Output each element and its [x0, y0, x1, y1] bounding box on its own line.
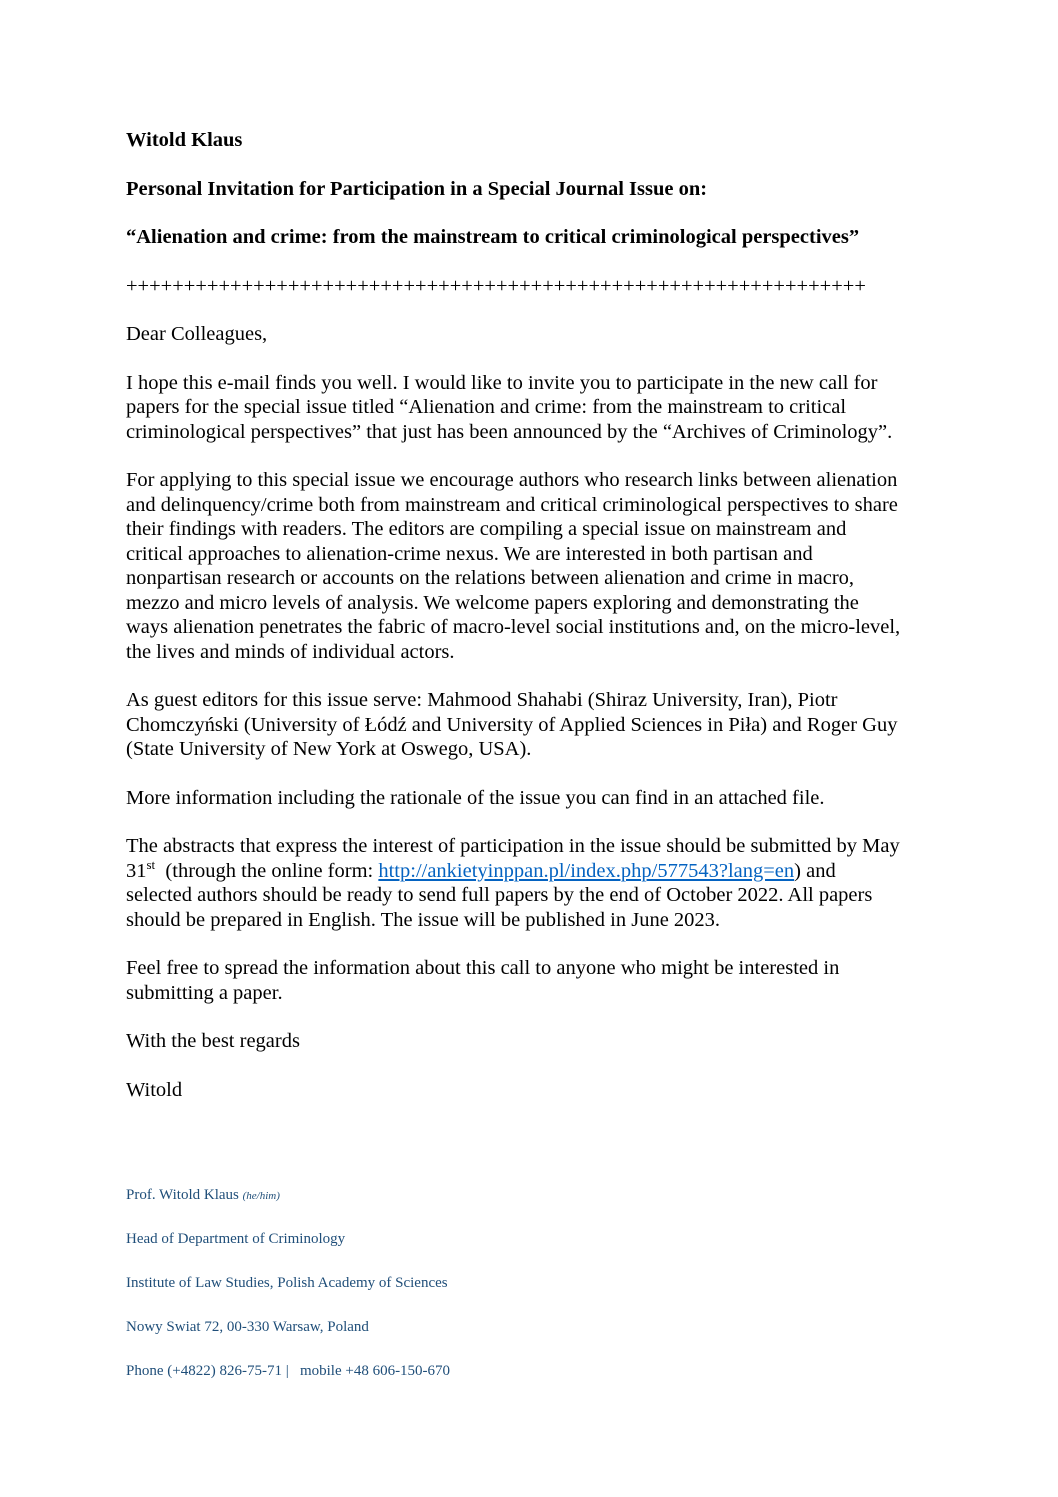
paragraph-line: nonpartisan research or accounts on the relations between alienation and crime in macro,: [126, 567, 855, 589]
invitation-title: Personal Invitation for Participation in a Special Journal Issue on:: [126, 177, 708, 200]
paragraph-line: their findings with readers. The editors are compiling a special issue on mainstream and: [126, 518, 847, 540]
paragraph-line: papers for the special issue titled “Alienation and crime: from the mainstream to critical: [126, 396, 847, 418]
author-name: Witold Klaus: [126, 129, 243, 151]
signature-name: [126, 1186, 280, 1205]
paragraph-line: (State University of New York at Oswego, USA).: [126, 738, 532, 760]
signature-institute: Institute of Law Studies, Polish Academy of Sciences: [126, 1275, 448, 1291]
paragraph-line: the lives and minds of individual actors.: [126, 640, 455, 663]
signature-pronouns: (he/him): [242, 1190, 280, 1202]
letter-body: [126, 128, 936, 1102]
paragraph-line: mezzo and micro levels of analysis. We welcome papers exploring and demonstrating the: [126, 591, 859, 614]
form-outro-text: ) and: [794, 859, 836, 882]
signoff: Witold: [126, 1078, 183, 1101]
signature-name-text: Prof. Witold Klaus: [126, 1187, 243, 1203]
paragraph-abstracts: [126, 834, 936, 932]
signature-address: Nowy Swiat 72, 00-330 Warsaw, Poland: [126, 1319, 369, 1335]
date-suffix: st: [146, 856, 156, 872]
greeting: Dear Colleagues,: [126, 323, 268, 345]
paragraph-line: should be prepared in English. The issue will be published in June 2023.: [126, 908, 721, 931]
paragraph-line: and delinquency/crime both from mainstream and critical criminological perspectives to share: [126, 493, 898, 516]
paragraph-line: submitting a paper.: [126, 981, 283, 1004]
paragraph-spread: [126, 956, 936, 1005]
paragraph-line: Chomczyński (University of Łódź and University of Applied Sciences in Piła) and Roger Guy: [126, 713, 898, 736]
online-form-link[interactable]: http://ankietyinppan.pl/index.php/577543?lang=en: [378, 859, 795, 882]
paragraph-line: critical approaches to alienation-crime nexus. We are interested in both partisan and: [126, 542, 813, 565]
paragraph-editors: [126, 688, 936, 762]
form-intro-text: (through the online form:: [155, 859, 379, 882]
signature-phone: Phone (+4822) 826-75-71 | mobile +48 606-150-670: [126, 1363, 451, 1379]
paragraph-line: I hope this e-mail finds you well. I would like to invite you to participate in the new call for: [126, 371, 878, 394]
paragraph-line: ways alienation penetrates the fabric of macro-level social institutions and, on the micro-level,: [126, 616, 901, 638]
issue-title: “Alienation and crime: from the mainstream to critical criminological perspectives”: [126, 226, 860, 248]
paragraph-line: The abstracts that express the interest of participation in the issue should be submitted by May: [126, 835, 900, 857]
closing: With the best regards: [126, 1030, 300, 1052]
separator-line: ++++++++++++++++++++++++++++++++++++++++++++++++++++++++++++++++: [126, 274, 866, 297]
paragraph-line: For applying to this special issue we encourage authors who research links between alienation: [126, 469, 898, 491]
paragraph-line: [126, 856, 936, 884]
date-number: 31: [126, 859, 147, 882]
paragraph-more-info: More information including the rationale of the issue you can find in an attached file.: [126, 786, 825, 809]
paragraph-line: As guest editors for this issue serve: Mahmood Shahabi (Shiraz University, Iran), Piotr: [126, 689, 838, 711]
paragraph-line: criminological perspectives” that just has been announced by the “Archives of Criminology”.: [126, 420, 893, 443]
paragraph-line: selected authors should be ready to send full papers by the end of October 2022. All papers: [126, 884, 873, 906]
paragraph-line: Feel free to spread the information about this call to anyone who might be interested in: [126, 957, 840, 979]
signature-position: Head of Department of Criminology: [126, 1231, 346, 1247]
paragraph-scope: [126, 468, 936, 664]
paragraph-invitation: [126, 371, 936, 445]
